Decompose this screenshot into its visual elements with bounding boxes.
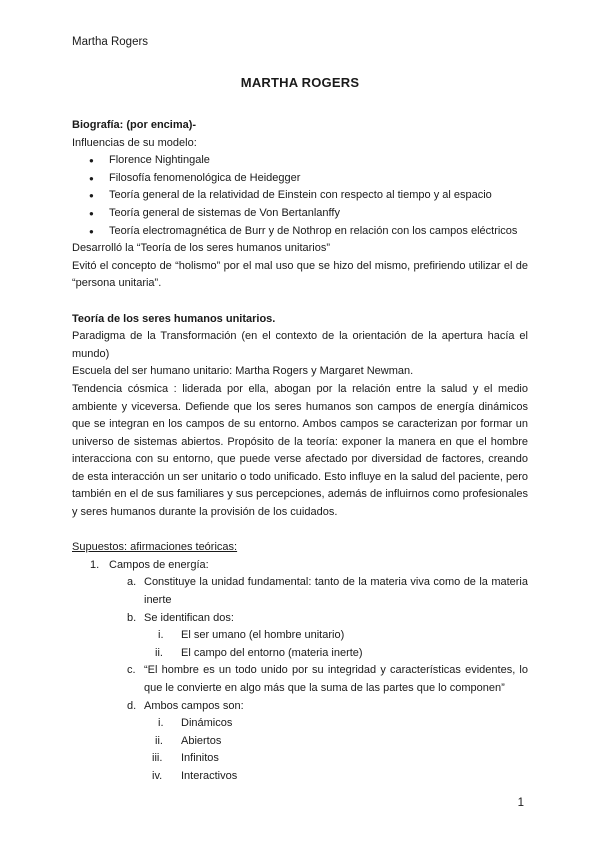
list-roman: i. xyxy=(158,629,164,642)
list-roman: iv. xyxy=(152,769,163,782)
list-roman: iii. xyxy=(152,752,163,765)
tendency-paragraph: Tendencia cósmica : liderada por ella, abogan por la relación entre la salud y el medio ambiente y viceversa. Defiende que los seres humanos son campos de energía dinámicos que se integran en los campos de su entorno. Ambos campos se caracterizan por formar un universo de sistemas abiertos. Propósito de la teoría: exponer la manera en que el hombre interacciona con su entorno, que puede verse afectado por diversidad de factores, creando de esta interacción un ser unitario o todo unificado. Esto influye en la salud del paciente, pero también en el de sus familiares y sus percepciones, además de influirnos como profesionales y seres humanos durante la provisión de los cuidados. xyxy=(72,382,528,519)
list-item-text: Abiertos xyxy=(181,734,222,747)
list-roman: ii. xyxy=(155,734,163,747)
sub-sub-item xyxy=(72,733,528,751)
list-item: ● Teoría general de sistemas de Von Bertanlanffy xyxy=(72,205,528,223)
influences-list xyxy=(72,152,528,240)
sub-sub-item xyxy=(72,715,528,733)
paradigm-paragraph: Paradigma de la Transformación (en el contexto de la orientación de la apertura hacía el mundo) xyxy=(72,330,528,360)
page-header: Martha Rogers xyxy=(72,36,149,48)
list-letter: b. xyxy=(127,611,137,624)
list-item: ● Filosofía fenomenológica de Heidegger xyxy=(72,170,528,188)
list-item-text: Interactivos xyxy=(181,769,238,782)
list-letter: a. xyxy=(127,576,137,589)
numbered-item-1 xyxy=(72,557,528,575)
section-heading-teoria: Teoría de los seres humanos unitarios. xyxy=(72,312,276,325)
list-roman: i. xyxy=(158,717,164,730)
document-body xyxy=(72,117,528,786)
list-item-text: Constituye la unidad fundamental: tanto de la materia viva como de la materia inerte xyxy=(144,576,528,607)
list-letter: d. xyxy=(127,699,137,712)
list-item-text: Dinámicos xyxy=(181,717,233,730)
list-letter: c. xyxy=(127,664,136,677)
sub-sub-item xyxy=(72,645,528,663)
sub-sub-item xyxy=(72,768,528,786)
school-line: Escuela del ser humano unitario: Martha Rogers y Margaret Newman. xyxy=(72,365,414,378)
sub-item-d xyxy=(72,698,528,716)
holism-paragraph: Evitó el concepto de “holismo” por el mal uso que se hizo del mismo, prefiriendo utilizar el de “persona unitaria”. xyxy=(72,259,528,290)
page-number: 1 xyxy=(517,797,524,809)
section-heading-biografia: Biografía: (por encima)- xyxy=(72,119,197,131)
list-item: ● Teoría electromagnética de Burr y de Nothrop en relación con los campos eléctricos xyxy=(72,223,528,241)
list-item-text: Se identifican dos: xyxy=(144,611,234,624)
document-title: MARTHA ROGERS xyxy=(240,75,360,90)
sub-sub-item xyxy=(72,627,528,645)
sub-item-c xyxy=(72,662,528,697)
list-roman: ii. xyxy=(155,646,163,659)
section-heading-supuestos: Supuestos: afirmaciones teóricas: xyxy=(72,541,238,554)
list-item: ● Teoría general de la relatividad de Einstein con respecto al tiempo y al espacio xyxy=(72,187,528,205)
list-item-text: Campos de energía: xyxy=(109,558,209,571)
sub-item-b xyxy=(72,610,528,628)
list-item: ● Florence Nightingale xyxy=(72,152,528,170)
list-number: 1. xyxy=(90,558,100,571)
sub-sub-item xyxy=(72,750,528,768)
list-item-text: El ser umano (el hombre unitario) xyxy=(181,629,345,642)
list-item-text: Infinitos xyxy=(181,752,219,765)
sub-item-a xyxy=(72,574,528,609)
influences-intro: Influencias de su modelo: xyxy=(72,136,197,149)
list-item-text: Ambos campos son: xyxy=(144,699,244,712)
list-item-text: El campo del entorno (materia inerte) xyxy=(181,646,363,659)
list-item-text: “El hombre es un todo unido por su integridad y características evidentes, lo que le convierte en algo más que la suma de las partes que lo componen” xyxy=(144,664,528,694)
developed-theory: Desarrolló la “Teoría de los seres humanos unitarios” xyxy=(72,242,331,255)
